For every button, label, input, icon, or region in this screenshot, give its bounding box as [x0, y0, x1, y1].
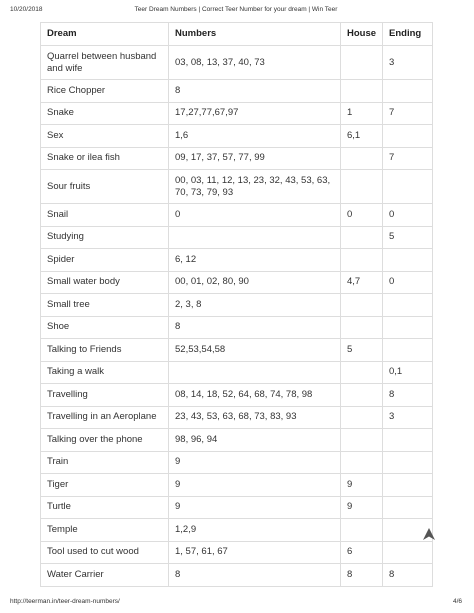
- column-header-house: House: [341, 23, 383, 46]
- cell-ending: [383, 316, 433, 339]
- table-row: [41, 451, 433, 474]
- cell-numbers: 6, 12: [169, 249, 341, 272]
- cell-house: 9: [341, 496, 383, 519]
- cell-dream: Travelling: [41, 384, 169, 407]
- table-row: [41, 406, 433, 429]
- cell-numbers: 8: [169, 80, 341, 103]
- table-row: [41, 125, 433, 148]
- table-row: [41, 249, 433, 272]
- cell-house: [341, 147, 383, 170]
- table-row: [41, 204, 433, 227]
- triangle-up-icon: [422, 527, 436, 541]
- cell-numbers: 00, 01, 02, 80, 90: [169, 271, 341, 294]
- cell-dream: Snake or ilea fish: [41, 147, 169, 170]
- cell-dream: Small water body: [41, 271, 169, 294]
- cell-dream: Taking a walk: [41, 361, 169, 384]
- table-row: [41, 429, 433, 452]
- cell-numbers: [169, 361, 341, 384]
- column-header-dream: Dream: [41, 23, 169, 46]
- cell-house: [341, 249, 383, 272]
- cell-numbers: 03, 08, 13, 37, 40, 73: [169, 46, 341, 80]
- cell-ending: 0: [383, 271, 433, 294]
- cell-ending: [383, 249, 433, 272]
- cell-ending: 5: [383, 226, 433, 249]
- cell-numbers: 98, 96, 94: [169, 429, 341, 452]
- cell-dream: Travelling in an Aeroplane: [41, 406, 169, 429]
- table-row: [41, 564, 433, 587]
- cell-ending: 0: [383, 204, 433, 227]
- cell-ending: [383, 474, 433, 497]
- cell-numbers: 9: [169, 451, 341, 474]
- cell-dream: Small tree: [41, 294, 169, 317]
- cell-dream: Tiger: [41, 474, 169, 497]
- cell-ending: [383, 451, 433, 474]
- dream-numbers-table: [40, 22, 433, 587]
- print-footer: [10, 598, 462, 608]
- cell-numbers: 9: [169, 496, 341, 519]
- cell-house: 5: [341, 339, 383, 362]
- cell-house: [341, 294, 383, 317]
- table-header-row: [41, 23, 433, 46]
- cell-house: [341, 406, 383, 429]
- cell-house: 9: [341, 474, 383, 497]
- table-row: [41, 46, 433, 80]
- cell-dream: Water Carrier: [41, 564, 169, 587]
- cell-house: 4,7: [341, 271, 383, 294]
- table-row: [41, 541, 433, 564]
- cell-numbers: 08, 14, 18, 52, 64, 68, 74, 78, 98: [169, 384, 341, 407]
- table-row: [41, 474, 433, 497]
- cell-dream: Snake: [41, 102, 169, 125]
- print-url: http://teerman.in/teer-dream-numbers/: [10, 598, 120, 605]
- cell-house: 8: [341, 564, 383, 587]
- table-body: [41, 46, 433, 587]
- cell-house: [341, 226, 383, 249]
- cell-numbers: 1,6: [169, 125, 341, 148]
- cell-ending: 0,1: [383, 361, 433, 384]
- table-row: [41, 170, 433, 204]
- cell-numbers: 0: [169, 204, 341, 227]
- table-row: [41, 102, 433, 125]
- table-row: [41, 147, 433, 170]
- column-header-ending: Ending: [383, 23, 433, 46]
- cell-ending: [383, 170, 433, 204]
- cell-ending: 7: [383, 102, 433, 125]
- cell-numbers: 1,2,9: [169, 519, 341, 542]
- table-row: [41, 226, 433, 249]
- cell-dream: Talking over the phone: [41, 429, 169, 452]
- cell-numbers: 17,27,77,67,97: [169, 102, 341, 125]
- cell-ending: [383, 80, 433, 103]
- cell-numbers: 2, 3, 8: [169, 294, 341, 317]
- table-row: [41, 80, 433, 103]
- cell-dream: Shoe: [41, 316, 169, 339]
- table-row: [41, 496, 433, 519]
- cell-house: [341, 80, 383, 103]
- cell-numbers: 8: [169, 316, 341, 339]
- cell-house: [341, 170, 383, 204]
- cell-house: 0: [341, 204, 383, 227]
- cell-numbers: [169, 226, 341, 249]
- cell-ending: 8: [383, 384, 433, 407]
- cell-dream: Turtle: [41, 496, 169, 519]
- cell-house: 6,1: [341, 125, 383, 148]
- print-header: [10, 6, 462, 18]
- cell-ending: [383, 496, 433, 519]
- cell-dream: Sex: [41, 125, 169, 148]
- cell-ending: [383, 429, 433, 452]
- cell-house: [341, 361, 383, 384]
- table-row: [41, 316, 433, 339]
- cell-house: 1: [341, 102, 383, 125]
- cell-dream: Snail: [41, 204, 169, 227]
- cell-house: [341, 451, 383, 474]
- table-row: [41, 294, 433, 317]
- cell-ending: [383, 339, 433, 362]
- cell-house: [341, 384, 383, 407]
- cell-dream: Sour fruits: [41, 170, 169, 204]
- cell-ending: 7: [383, 147, 433, 170]
- cell-ending: 8: [383, 564, 433, 587]
- cell-numbers: 9: [169, 474, 341, 497]
- table-row: [41, 519, 433, 542]
- cell-dream: Tool used to cut wood: [41, 541, 169, 564]
- scroll-to-top-button[interactable]: [422, 527, 436, 541]
- print-page-title: Teer Dream Numbers | Correct Teer Number for your dream | Win Teer: [134, 6, 338, 13]
- cell-dream: Spider: [41, 249, 169, 272]
- cell-ending: [383, 294, 433, 317]
- cell-numbers: 1, 57, 61, 67: [169, 541, 341, 564]
- cell-house: [341, 429, 383, 452]
- cell-numbers: 8: [169, 564, 341, 587]
- cell-numbers: 00, 03, 11, 12, 13, 23, 32, 43, 53, 63, 70, 73, 79, 93: [169, 170, 341, 204]
- table-row: [41, 339, 433, 362]
- cell-house: [341, 519, 383, 542]
- cell-ending: 3: [383, 406, 433, 429]
- cell-dream: Train: [41, 451, 169, 474]
- cell-house: 6: [341, 541, 383, 564]
- cell-house: [341, 316, 383, 339]
- column-header-numbers: Numbers: [169, 23, 341, 46]
- cell-numbers: 09, 17, 37, 57, 77, 99: [169, 147, 341, 170]
- cell-dream: Temple: [41, 519, 169, 542]
- table-row: [41, 271, 433, 294]
- print-date: 10/20/2018: [10, 6, 43, 13]
- cell-ending: [383, 125, 433, 148]
- cell-dream: Studying: [41, 226, 169, 249]
- cell-dream: Quarrel between husband and wife: [41, 46, 169, 80]
- cell-numbers: 23, 43, 53, 63, 68, 73, 83, 93: [169, 406, 341, 429]
- cell-numbers: 52,53,54,58: [169, 339, 341, 362]
- table-row: [41, 361, 433, 384]
- cell-house: [341, 46, 383, 80]
- cell-dream: Talking to Friends: [41, 339, 169, 362]
- cell-dream: Rice Chopper: [41, 80, 169, 103]
- cell-ending: [383, 541, 433, 564]
- table-row: [41, 384, 433, 407]
- cell-ending: 3: [383, 46, 433, 80]
- page-number: 4/6: [452, 598, 462, 605]
